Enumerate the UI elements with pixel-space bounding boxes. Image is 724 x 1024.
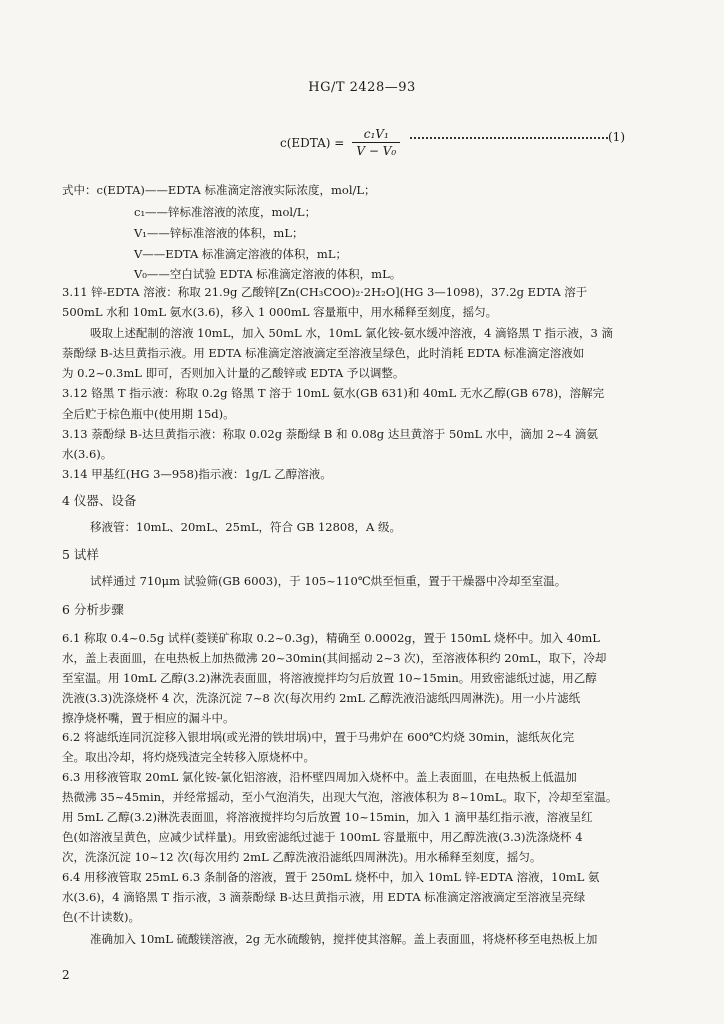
body-line: 为 0.2~0.3mL 即可，否则加入计量的乙酸锌或 EDTA 予以调整。 [62, 366, 405, 380]
clause-6-3: 6.3 用移液管取 20mL 氯化铵-氯化铝溶液，沿杯壁四周加入烧杯中。盖上表面皿，在电热板上低温加 [62, 770, 577, 784]
section-4-heading: 4 仪器、设备 [62, 493, 137, 508]
body-line: 水(3.6)，4 滴铬黑 T 指示液，3 滴萘酚绿 B-达旦黄指示液，用 EDTA 标准滴定溶液滴定至溶液呈亮绿 [62, 890, 586, 904]
formula-fraction [352, 127, 400, 158]
definition-line: V₁——锌标准溶液的体积，mL； [134, 226, 304, 240]
clause-6-4: 6.4 用移液管取 25mL 6.3 条制备的溶液，置于 250mL 烧杯中，加入 10mL 锌-EDTA 溶液，10mL 氨 [62, 870, 600, 884]
body-line: 擦净烧杯嘴，置于相应的漏斗中。 [62, 711, 235, 725]
body-line: 至室温。用 10mL 乙醇(3.2)淋洗表面皿，将溶液搅拌均匀后放置 10~15min。用致密滤纸过滤，用乙醇 [62, 671, 597, 685]
body-line: 准确加入 10mL 硫酸镁溶液，2g 无水硫酸钠，搅拌使其溶解。盖上表面皿，将烧杯移至电热板上加 [90, 932, 598, 946]
definition-line: V₀——空白试验 EDTA 标准滴定溶液的体积，mL。 [134, 267, 402, 281]
body-line: 水(3.6)。 [62, 447, 113, 461]
section-6-heading: 6 分析步骤 [62, 602, 124, 617]
definition-line: 式中：c(EDTA)——EDTA 标准滴定溶液实际浓度，mol/L； [62, 183, 376, 197]
body-line: 萘酚绿 B-达旦黄指示液。用 EDTA 标准滴定溶液滴定至溶液呈绿色，此时消耗 EDTA 标准滴定溶液如 [62, 346, 585, 360]
formula-edta [280, 127, 400, 158]
formula-lhs: c(EDTA) = [280, 135, 345, 150]
page-number: 2 [62, 968, 70, 982]
clause-3-11: 3.11 锌-EDTA 溶液：称取 21.9g 乙酸锌[Zn(CH₃COO)₂·2H₂O](HG 3—1098)，37.2g EDTA 溶于 [62, 285, 588, 299]
body-line: 水，盖上表面皿，在电热板上加热微沸 20~30min(其间摇动 2~3 次)，至溶液体积约 20mL，取下，冷却 [62, 651, 607, 665]
body-line: 洗液(3.3)洗涤烧杯 4 次，洗涤沉淀 7~8 次(每次用约 2mL 乙醇洗液沿滤纸四周淋洗)。用一小片滤纸 [62, 691, 581, 705]
body-line: 色(不计读数)。 [62, 910, 140, 924]
definition-line: c₁——锌标准溶液的浓度，mol/L； [134, 205, 317, 219]
body-line: 吸取上述配制的溶液 10mL，加入 50mL 水，10mL 氯化铵-氨水缓冲溶液，4 滴铬黑 T 指示液，3 滴 [90, 326, 613, 340]
body-line: 全后贮于棕色瓶中(使用期 15d)。 [62, 407, 235, 421]
body-line: 用 5mL 乙醇(3.2)淋洗表面皿，将溶液搅拌均匀后放置 10~15min，加入 1 滴甲基红指示液，溶液呈红 [62, 810, 593, 824]
body-line: 试样通过 710μm 试验筛(GB 6003)，于 105~110℃烘至恒重，置于干燥器中冷却至室温。 [90, 574, 567, 588]
standard-code-header: HG/T 2428—93 [308, 80, 416, 95]
body-line: 500mL 水和 10mL 氨水(3.6)，移入 1 000mL 容量瓶中，用水稀释至刻度，摇匀。 [62, 305, 498, 319]
section-5-heading: 5 试样 [62, 547, 99, 562]
formula-numerator: c₁V₁ [363, 127, 389, 141]
definition-line: V——EDTA 标准滴定溶液的体积，mL； [134, 247, 347, 261]
body-line: 次，洗涤沉淀 10~12 次(每次用约 2mL 乙醇洗液沿滤纸四周淋洗)。用水稀释至刻度，摇匀。 [62, 850, 542, 864]
body-line: 色(如溶液呈黄色，应减少试样量)。用致密滤纸过滤于 100mL 容量瓶中，用乙醇洗液(3.3)洗涤烧杯 4 [62, 830, 583, 844]
formula-denominator: V − V₀ [352, 142, 400, 158]
clause-3-12: 3.12 铬黑 T 指示液：称取 0.2g 铬黑 T 溶于 10mL 氨水(GB 631)和 40mL 无水乙醇(GB 678)，溶解完 [62, 386, 605, 400]
clause-6-2: 6.2 将滤纸连同沉淀移入银坩埚(或光滑的铁坩埚)中，置于马弗炉在 600℃灼烧 30min，滤纸灰化完 [62, 730, 575, 744]
formula-number: (1) [608, 130, 625, 144]
formula-dot-leader [410, 137, 608, 139]
clause-3-13: 3.13 萘酚绿 B-达旦黄指示液：称取 0.02g 萘酚绿 B 和 0.08g 达旦黄溶于 50mL 水中，滴加 2~4 滴氨 [62, 427, 598, 441]
clause-6-1: 6.1 称取 0.4~0.5g 试样(菱镁矿称取 0.2~0.3g)，精确至 0.0002g，置于 150mL 烧杯中。加入 40mL [62, 631, 600, 645]
body-line: 移液管：10mL、20mL、25mL，符合 GB 12808，A 级。 [90, 520, 402, 534]
body-line: 热微沸 35~45min，并经常摇动，至小气泡消失，出现大气泡，溶液体积为 8~10mL。取下，冷却至室温。 [62, 790, 618, 804]
clause-3-14: 3.14 甲基红(HG 3—958)指示液：1g/L 乙醇溶液。 [62, 467, 332, 481]
body-line: 全。取出冷却，将灼烧残渣完全转移入原烧杯中。 [62, 750, 315, 764]
